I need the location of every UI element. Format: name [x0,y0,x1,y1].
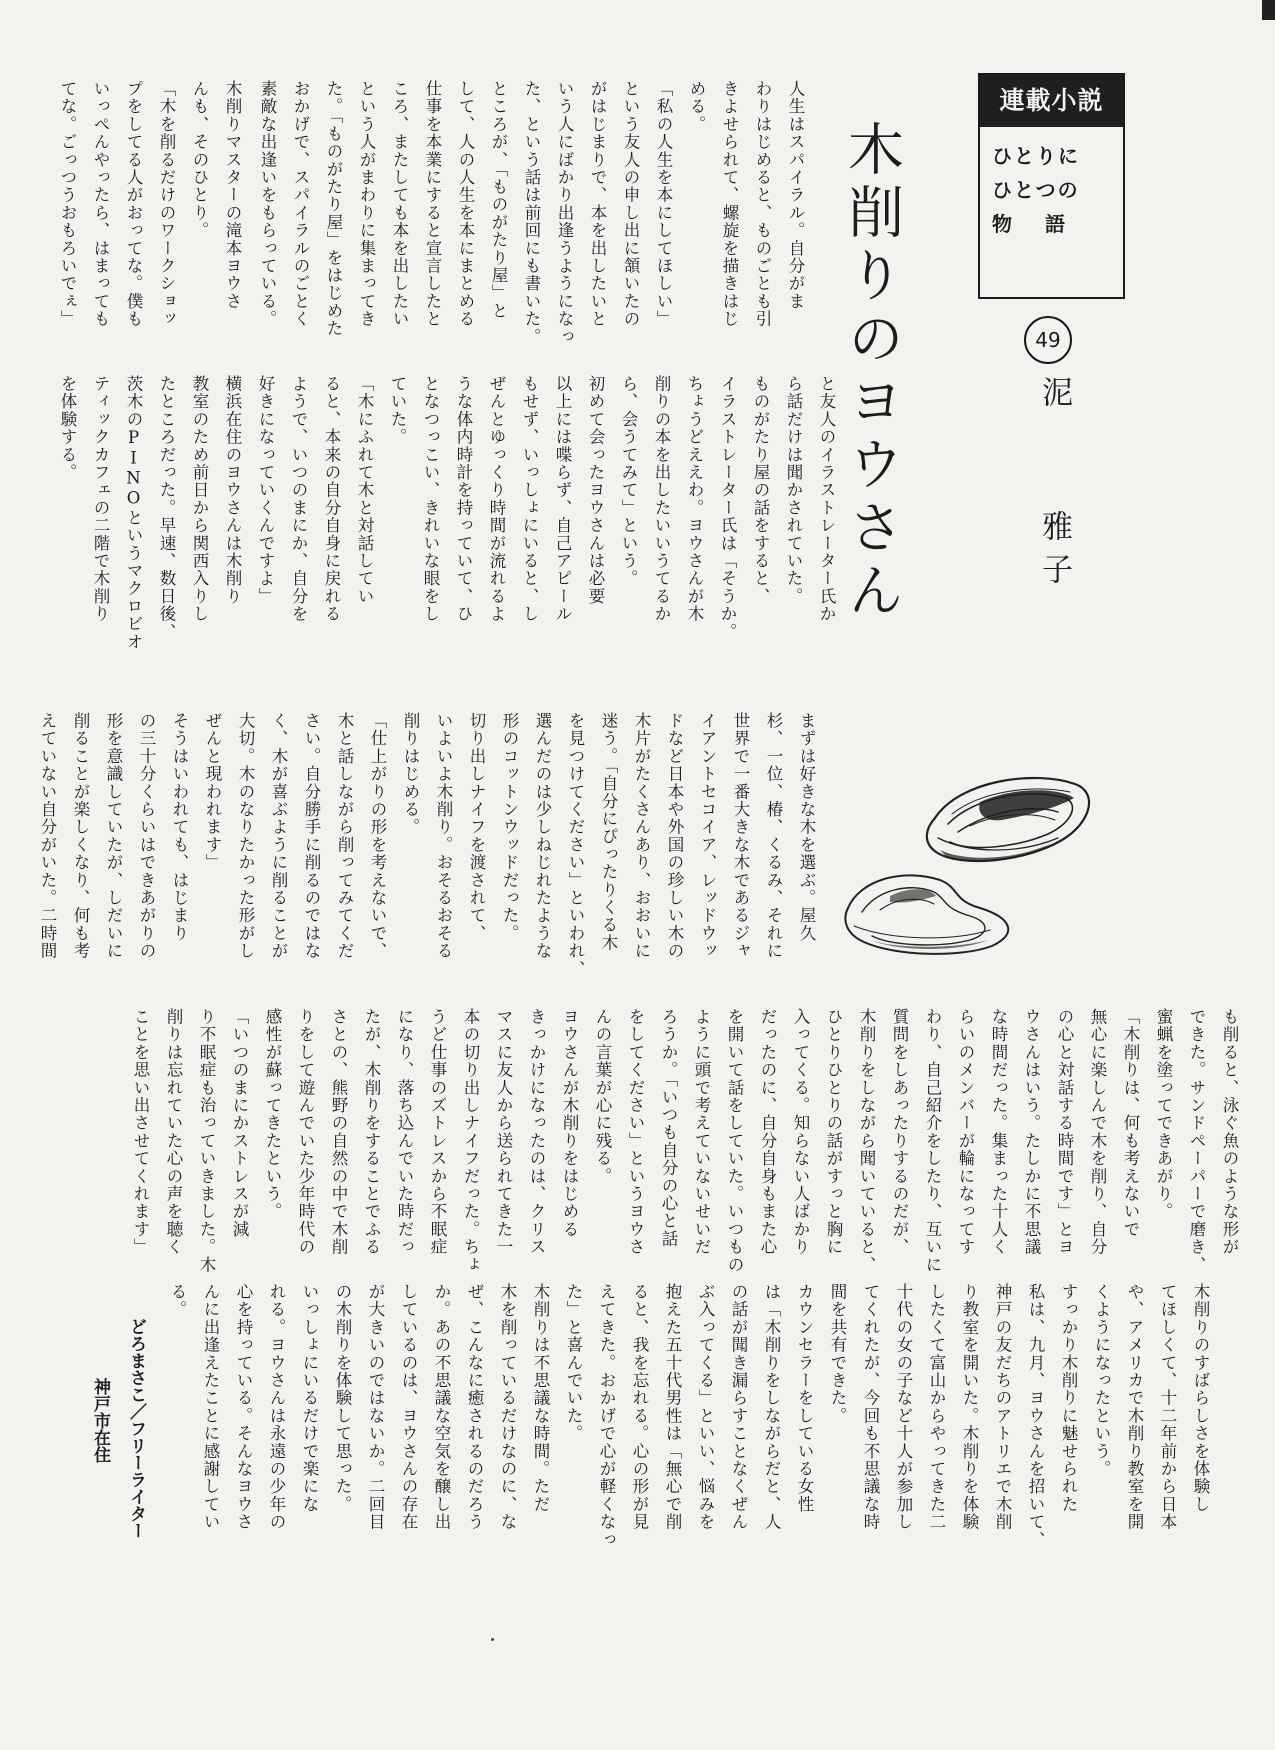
series-label: 連載小説 [980,75,1123,127]
body-column-2: と友人のイラストレーター氏か ら話だけは聞かされていた。 ものがたり屋の話をすると、 イラストレーター氏は「そうか。 ちょうどええわ。ヨウさんが木 削りの本を出したいいうてるか ら、会うてみて」という。 初めて会ったヨウさんは必要 以上には喋らず、自己アピール もせず、いっしょにいると、し ぜんとゆっくり時間が流れるよ うな体内時計を持っていて、ひ となつっこい、きれいな眼をし ていた。 「木にふれて木と対話してい ると、本来の自分自身に戻れる ようで、いつのまにか、自分を 好きになっていくんですよ」 横浜在住のヨウさんは木削り 教室のため前日から関西入りし たところだった。早速、数日後、 茨木のPINOというマクロビオ ティックカフェの二階で木削り を体験する。 [58,375,836,651]
carved-wood-illustration [830,762,1100,962]
author-bio-role: どろまさこ／フリーライター [126,1318,146,1539]
body-column-4: も削ると、泳ぐ魚のような形が できた。サンドペーパーで磨き、 蜜蝋を塗ってできあがり。 「木削りは、何も考えないで 無心に楽しんで木を削り、自分 の心と対話する時間です」とヨ ウさんはいう。たしかに不思議 な時間だった。集まった十人く らいのメンバーが輪になってす わり、自己紹介をしたり、互いに 質問をしあったりするのだが、 木削りをしながら聞いていると、 ひとりひとりの話がすっと胸に 入ってくる。知らない人ばかり だったのに、自分自身もまた心 を開いて話をしていた。いつもの ように頭で考えていないせいだ ろうか。「いつも自分の心と話 をしてください」というヨウさ んの言葉が心に残る。 ヨウさんが木削りをはじめる きっかけになったのは、クリス マスに友人から送られてきた一 本の切り出しナイフだった。ちょ うど仕事のズトレスから不眠症 になり、落ち込んでいた時だっ たが、木削りをすることでふる さとの、熊野の自然の中で木削 りをして遊んでいた少年時代の 感性が蘇ってきたという。 「いつのまにかストレスが減 り不眠症も治っていきました。木 削りは忘れていた心の声を聴く ことを思い出させてくれます」 [131,1008,1239,1274]
author-name: 泥 雅子 [1036,376,1072,596]
body-column-1: 人生はスパイラル。自分がま わりはじめると、ものごとも引 きよせられて、螺旋を描きはじ める。 「私の人生を本にしてほしい」 という友人の申し出に頷いたの がはじまりで、本を出したいと いう人にばかり出逢うようになっ た、という話は前回にも書いた。 ところが、「ものがたり屋」と して、人の人生を本にまとめる 仕事を本業にすると宣言したと ころ、またしても本を出したい という人がまわりに集まってき た。「ものがたり屋」をはじめた おかげで、スパイラルのごとく 素敵な出逢いをもらっている。 [258,80,805,346]
body-column-1b: 木削りマスターの滝本ヨウさ んも、そのひとり。 「木を削るだけのワークショッ プをしてる人がおってな。僕も いっぺんやったら、はまっても てな。ごっつうおもろいでぇ」 [58,80,242,328]
series-subtitle: ひとりに ひとつの 物 語 [992,144,1080,236]
series-badge [978,73,1125,299]
author-bio-location: 神戸市在住 [90,1378,110,1463]
article-title: 木削りのヨウさん [839,120,904,624]
page-edge-mark [1262,0,1275,20]
body-column-3: まずは好きな木を選ぶ。屋久 杉、一位、椿、くるみ、それに 世界で一番大きな木であるジャ イアントセコイア、レッドウッ ドなど日本や外国の珍しい木の 木片がたくさんあり、おおいに 迷う。「自分にぴったりくる木 を見つけてください」といわれ、 選んだのは少しねじれたような 形のコットンウッドだった。 切り出しナイフを渡されて、 いよいよ木削り。おそるおそる 削りはじめる。 「仕上がりの形を考えないで、 木と話しながら削ってみてくだ さい。自分勝手に削るのではな く、木が喜ぶように削ることが 大切。木のなりたかった形がし ぜんと現われます」 そうはいわれても、はじまり の三十分くらいはできあがりの 形を意識していたが、しだいに 削ることが楽しくなり、何も考 えていない自分がいた。二時間 [38,712,816,978]
issue-number: 49 [1024,316,1072,364]
page-speck [491,1638,494,1641]
body-column-5: 木削りのすばらしさを体験し てほしくて、十二年前から日本 や、アメリカで木削り教室を開 くようになったという。 すっかり木削りに魅せられた 私は、九月、ヨウさんを招いて、 神戸の友だちのアトリエで木削 り教室を開いた。木削りを体験 したくて富山からやってきた二 十代の女の子など十人が参加し てくれたが、今回も不思議な時 間を共有できた。 カウンセラーをしている女性 は「木削りをしながらだと、人 の話が聞き漏らすことなくぜん ぶ入ってくる」といい、悩みを 抱えた五十代男性は「無心で削 ると、我を忘れる。心の形が見 えてきた。おかげで心が軽くなっ た」と喜んでいた。 木削りは不思議な時間。ただ 木を削っているだけなのに、な ぜ、こんなに癒されるのだろう か。あの不思議な空気を醸し出 しているのは、ヨウさんの存在 が大きいのではないか。二回目 の木削りを体験して思った。 いっしょにいるだけで楽にな れる。ヨウさんは永遠の少年の 心を持っている。そんなヨウさ んに出逢えたことに感謝してい る。 [168,1283,1210,1549]
author-bio [82,1318,154,1539]
